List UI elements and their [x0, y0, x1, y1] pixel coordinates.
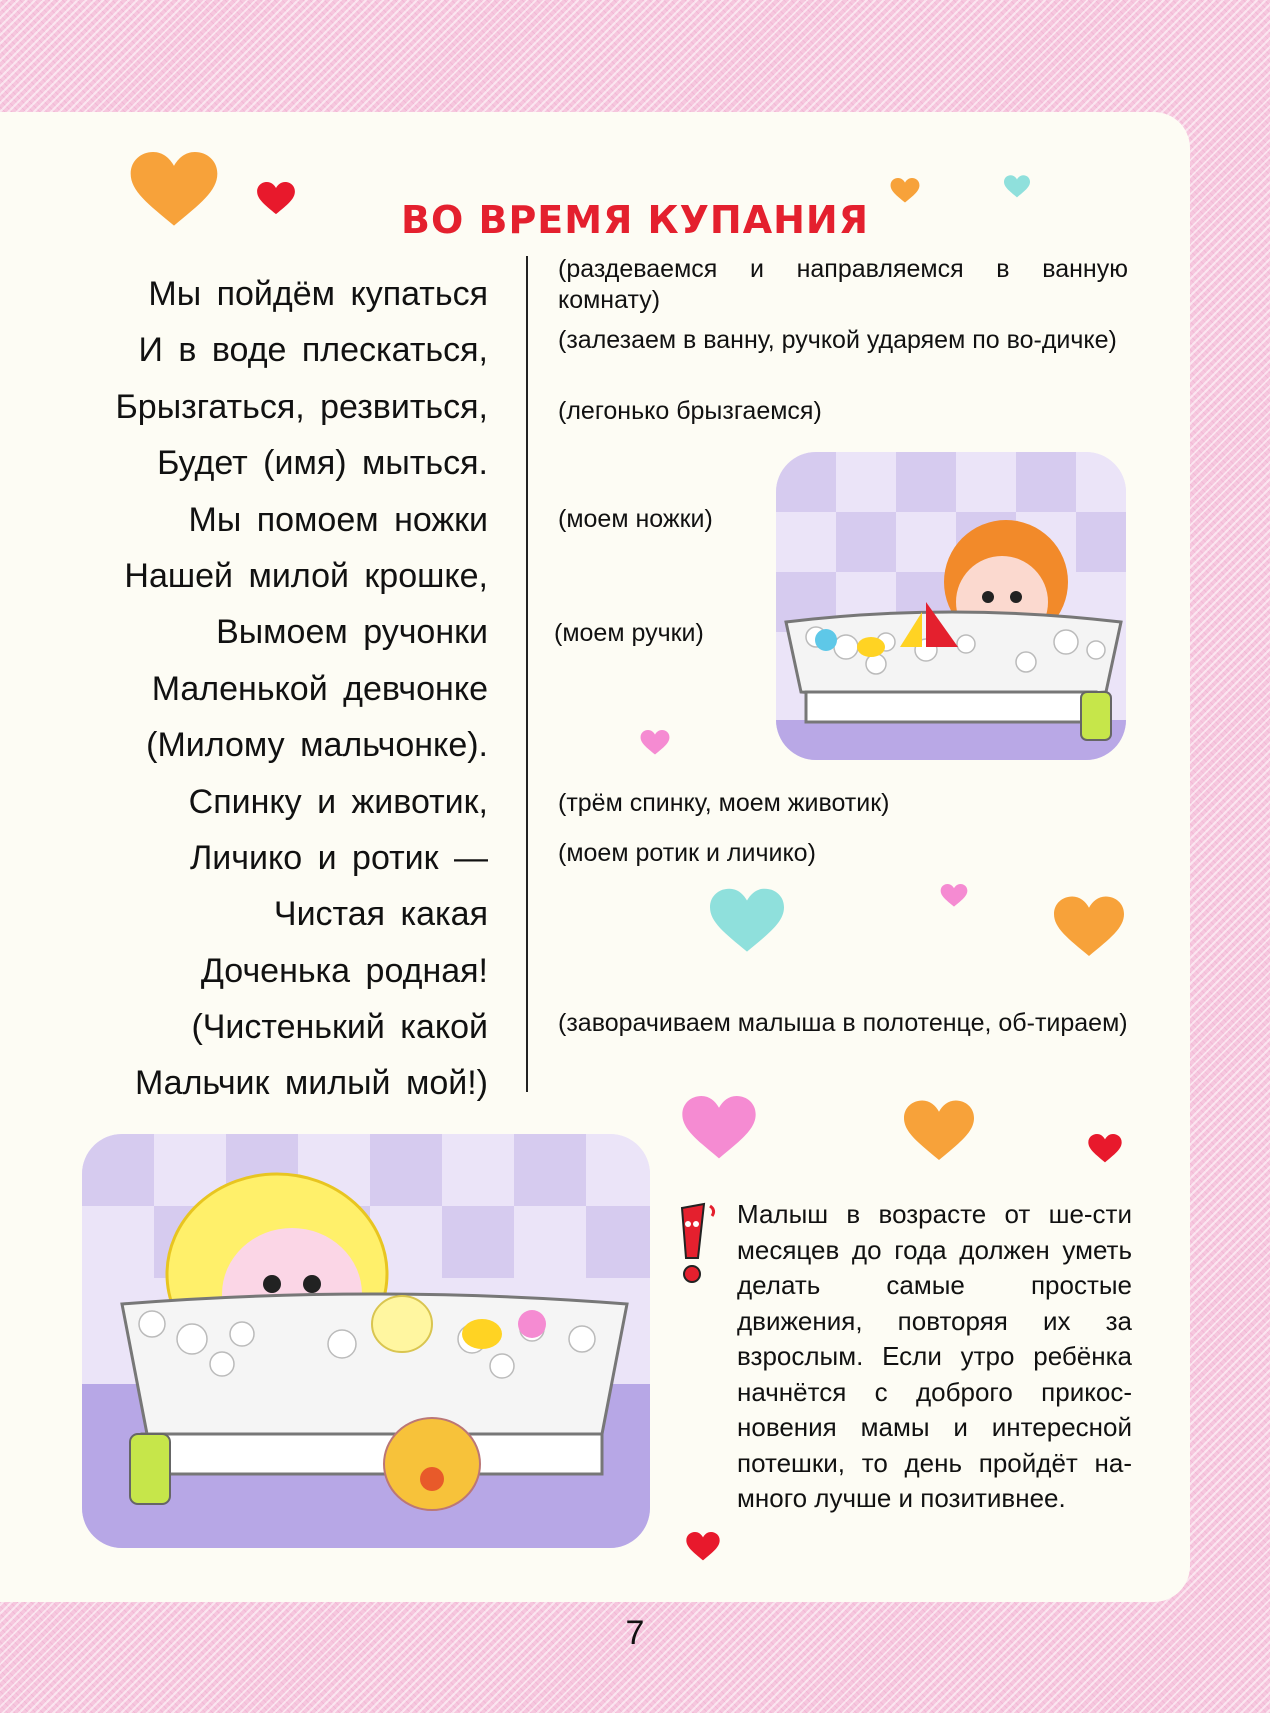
heart-icon: [710, 876, 784, 968]
column-divider: [526, 256, 528, 1092]
heart-icon: [1088, 1134, 1122, 1164]
poem-line: (Милому мальчонке).: [146, 726, 488, 765]
action-note: (моем ножки): [558, 505, 713, 533]
action-note: (залезаем в ванну, ручкой ударяем по во-дичке): [558, 326, 1117, 354]
tip-text: Малыш в возрасте от ше-сти месяцев до года должен уметь делать самые простые движения, повторяя их за взрослым. Если утро ребёнка начнётся с доброго прикос-новения мамы и интересной потешки, то день пройдёт на-много лучше и позитивнее.: [737, 1199, 1132, 1513]
girl-in-bath-illustration: [82, 1134, 650, 1548]
poem-line: Спинку и животик,: [188, 782, 488, 821]
boy-in-bath-illustration: [776, 452, 1126, 760]
heart-icon: [890, 178, 920, 204]
heart-icon: [682, 1096, 756, 1162]
poem-line: Доченька родная!: [200, 951, 488, 990]
poem-line: Брызгаться, резвиться,: [115, 387, 488, 426]
action-note: (моем ручки): [554, 619, 704, 647]
page-number: 7: [625, 1614, 645, 1652]
poem-line: Мальчик милый мой!): [134, 1064, 488, 1103]
action-note: (трём спинку, моем животик): [558, 789, 890, 817]
action-note: (заворачиваем малыша в полотенце, об-тираем): [558, 1009, 1128, 1037]
action-note: (легонько брызгаемся): [558, 397, 822, 425]
poem-line: Личико и ротик —: [189, 838, 488, 877]
poem-line: Мы пойдём купаться: [148, 275, 488, 313]
poem-line: Маленькой девчонке: [151, 669, 488, 708]
poem-line: Мы помоем ножки: [188, 500, 488, 539]
action-note: (раздеваемся и направляемся в ванную комнату): [558, 255, 1128, 314]
heart-icon: [640, 730, 670, 756]
heart-icon: [904, 1100, 974, 1164]
action-note: (моем ротик и личико): [558, 839, 816, 867]
poem-line: И в воде плескаться,: [138, 331, 488, 370]
page-title: ВО ВРЕМЯ КУПАНИЯ: [400, 198, 869, 242]
poem-line: Чистая какая: [273, 895, 488, 934]
heart-icon: [256, 182, 296, 216]
heart-icon: [130, 152, 218, 230]
poem-line: Нашей милой крошке,: [124, 556, 488, 595]
poem-line: (Чистенький какой: [191, 1008, 488, 1047]
heart-icon: [940, 884, 968, 908]
exclamation-icon: [672, 1198, 720, 1295]
heart-icon: [1054, 896, 1124, 960]
poem-line: Будет (имя) мыться.: [157, 444, 488, 483]
poem-line: Вымоем ручонки: [216, 613, 488, 652]
poem: [40, 266, 488, 1112]
heart-icon: [1004, 170, 1030, 204]
heart-icon: [686, 1532, 720, 1562]
